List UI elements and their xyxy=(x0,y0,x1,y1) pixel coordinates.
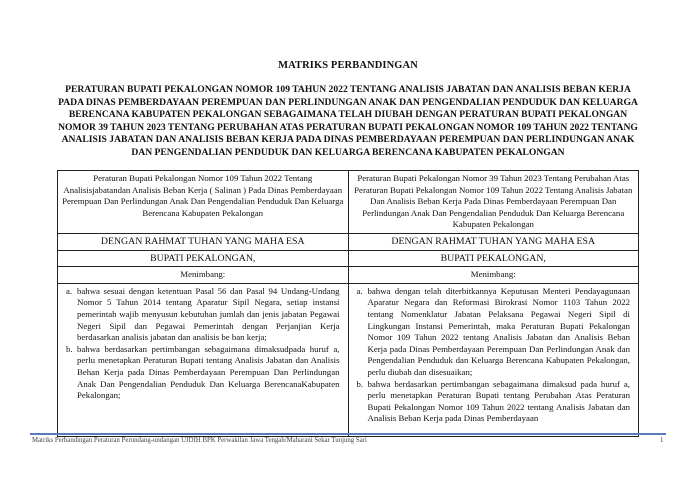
right-bupati: BUPATI PEKALONGAN, xyxy=(348,250,639,267)
right-considerations xyxy=(348,283,639,436)
list-item: b. bahwa berdasarkan pertimbangan sebagaimana dimaksudpada huruf a, perlu menetapkan Peraturan Bupati tentang Analisis Jabatan dan Analisis Behan Kerja pada Dinas Pemberdayaan Perempuan Dan Perlindungan Anak Dan Pengendalian Penduduk Dan Keluarga BerencanaKabupaten Pekalongan; xyxy=(66,343,340,401)
left-rahmat: DENGAN RAHMAT TUHAN YANG MAHA ESA xyxy=(58,233,349,250)
page-number: 1 xyxy=(660,437,664,444)
list-item: a. bahwa dengan telah diterbitkannya Keputusan Menteri Pendayagunaan Aparatur Negara dan Reformasi Birokrasi Nomor 1103 Tahun 2022 tentang Nomenklatur Jabatan Pelaksana Pegawai Negeri Sipil di Lingkungan Instansi Pemerintah, maka Peraturan Bupati Pekalongan Nomor 109 Tahun 2022 tentang Analisis Jabatan dan Analisis Beban Kerja pada Dinas Pemberdayaan Perempuan Dan Perlindungan Anak dan Pengendalian Penduduk dan Keluarga Berencana Kabupaten Pekalongan, perlu diubah dan disesuaikan; xyxy=(356,285,630,377)
table-row xyxy=(58,233,639,250)
document-subtitle: PERATURAN BUPATI PEKALONGAN NOMOR 109 TAHUN 2022 TENTANG ANALISIS JABATAN DAN ANALISIS BEBAN KERJA PADA DINAS PEMBERDAYAAN PEREMPUAN DAN PERLINDUNGAN ANAK DAN PENGENDALIAN PENDUDUK DAN KELUARGA BERENCANA KABUPATEN PEKALONGAN SEBAGAIMANA TELAH DIUBAH DENGAN PERATURAN BUPATI PEKALONGAN NOMOR 39 TAHUN 2023 TENTANG PERUBAHAN ATAS PERATURAN BUPATI PEKALONGAN NOMOR 109 TAHUN 2022 TENTANG ANALISIS JABATAN DAN ANALISIS BEBAN KERJA PADA DINAS PEMBERDAYAAN PEREMPUAN DAN PERLINDUNGAN ANAK DAN PENGENDALIAN PENDUDUK DAN KELUARGA BERENCANA KABUPATEN PEKALONGAN xyxy=(58,84,638,158)
comparison-table xyxy=(57,170,639,437)
right-rahmat: DENGAN RAHMAT TUHAN YANG MAHA ESA xyxy=(348,233,639,250)
left-considerations xyxy=(58,283,349,436)
document-title: MATRIKS PERBANDINGAN xyxy=(278,60,418,71)
list-item: b. bahwa berdasarkan pertimbangan sebagaimana dimaksud pada huruf a, perlu menetapkan Peraturan Bupati tentang Perubahan Atas Peraturan Bupati Pekalongan Nomor 109 Tahun 2022 tentang Analisis Jabatan dan Analisis Beban Kerja pada Dinas Pemberdayaan xyxy=(356,378,630,424)
left-regulation-title: Peraturan Bupati Pekalongan Nomor 109 Tahun 2022 Tentang Analisisjabatandan Analisis Beban Kerja ( Salinan ) Pada Dinas Pemberdayaan Perempuan Dan Perlindungan Anak Dan Pengendalian Penduduk Dan Keluarga Berencana Kabupaten Pekalongan xyxy=(58,171,349,234)
left-bupati: BUPATI PEKALONGAN, xyxy=(58,250,349,267)
table-row xyxy=(58,283,639,436)
table-row xyxy=(58,171,639,234)
table-row xyxy=(58,250,639,267)
footer-text: Matriks Perbandingan Peraturan Perundang-undangan UJDIH BPK Perwakilan Jawa Tengah/Maharani Sekar Tunjung Sari xyxy=(32,437,367,444)
right-regulation-title: Peraturan Bupati Pekalongan Nomor 39 Tahun 2023 Tentang Perubahan Atas Peraturan Bupati Pekalongan Nomor 109 Tahun 2022 Tentang Analisis Jabatan Dan Analisis Beban Kerja Pada Dinas Pemberdayaan Perempuan Dan Perlindungan Anak Dan Pengendalian Penduduk Dan Keluarga Berencana Kabupaten Pekalongan xyxy=(348,171,639,234)
left-menimbang: Menimbang: xyxy=(58,267,349,284)
table-row xyxy=(58,267,639,284)
list-item: a. bahwa sesuai dengan ketentuan Pasal 56 dan Pasal 94 Undang-Undang Nomor 5 Tahun 2014 tentang Aparatur Sipil Negara, setiap instansi pemerintah wajib menyusun kebutuhan jumlah dan jenis jabatan Pegawai Negeri Sipil dan Pegawai Pemerintah dengan Perjanjian Kerja berdasarkan analisis jabatan dan analisis be ban kerja; xyxy=(66,285,340,343)
right-menimbang: Menimbang: xyxy=(348,267,639,284)
footer-divider xyxy=(30,433,666,435)
